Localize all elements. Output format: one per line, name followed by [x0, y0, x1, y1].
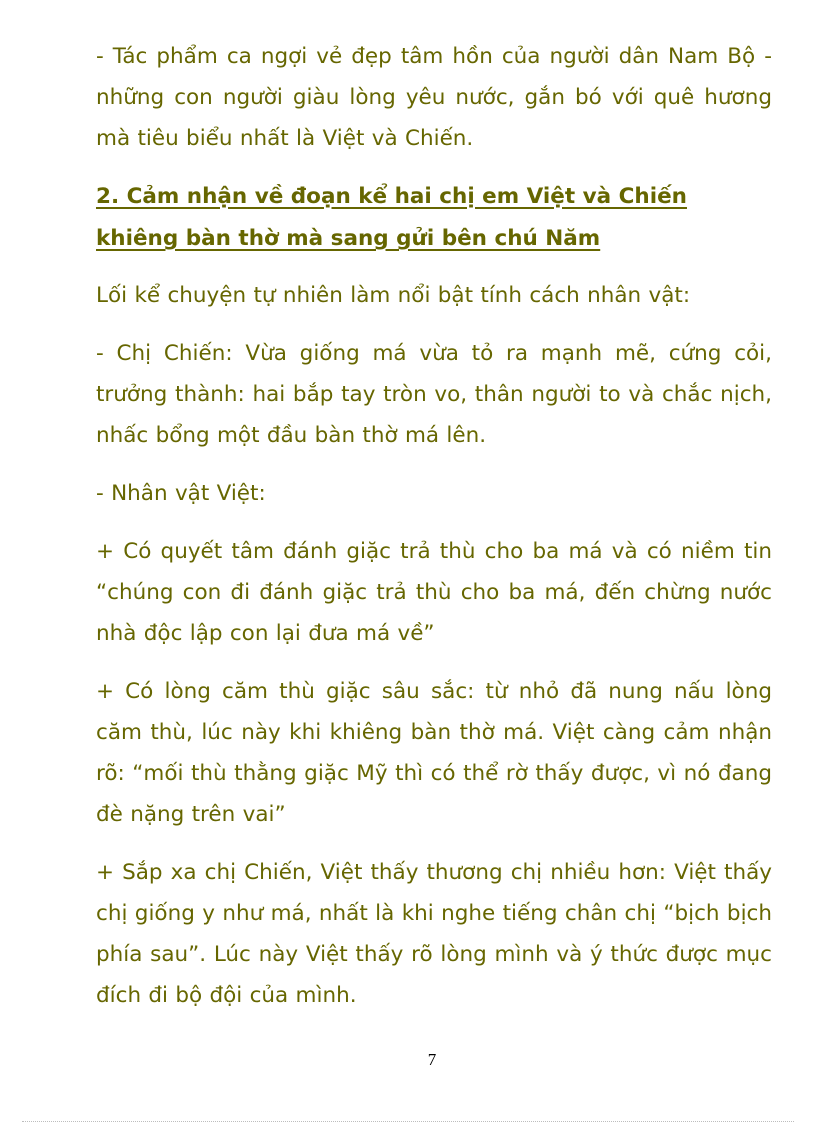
paragraph-narration: Lối kể chuyện tự nhiên làm nổi bật tính cách nhân vật: [96, 283, 691, 308]
paragraph-viet-determination: + Có quyết tâm đánh giặc trả thù cho ba má và có niềm tin “chúng con đi đánh giặc trả thù cho ba má, đến chừng nước nhà độc lập con lại đưa má về” [96, 539, 772, 646]
paragraph-intro: - Tác phẩm ca ngợi vẻ đẹp tâm hồn của người dân Nam Bộ - những con người giàu lòng yêu nước, gắn bó với quê hương mà tiêu biểu nhất là Việt và Chiến. [96, 44, 772, 151]
document-body [96, 36, 772, 1033]
paragraph-chien: - Chị Chiến: Vừa giống má vừa tỏ ra mạnh mẽ, cứng cỏi, trưởng thành: hai bắp tay tròn vo, thân người to và chắc nịch, nhấc bổng một đầu bàn thờ má lên. [96, 341, 772, 448]
section-heading: 2. Cảm nhận về đoạn kể hai chị em Việt và Chiến khiêng bàn thờ mà sang gửi bên chú Năm [96, 184, 687, 251]
paragraph-viet-hatred: + Có lòng căm thù giặc sâu sắc: từ nhỏ đã nung nấu lòng căm thù, lúc này khi khiêng bàn thờ má. Việt càng cảm nhận rõ: “mối thù thằng giặc Mỹ thì có thể rờ thấy được, vì nó đang đè nặng trên vai” [96, 679, 772, 827]
page-number: 7 [427, 1050, 437, 1069]
paragraph-viet-header: - Nhân vật Việt: [96, 481, 266, 506]
footer-divider [22, 1121, 794, 1122]
paragraph-viet-love: + Sắp xa chị Chiến, Việt thấy thương chị nhiều hơn: Việt thấy chị giống y như má, nhất là khi nghe tiếng chân chị “bịch bịch phía sau”. Lúc này Việt thấy rõ lòng mình và ý thức được mục đích đi bộ đội của mình. [96, 860, 772, 1008]
